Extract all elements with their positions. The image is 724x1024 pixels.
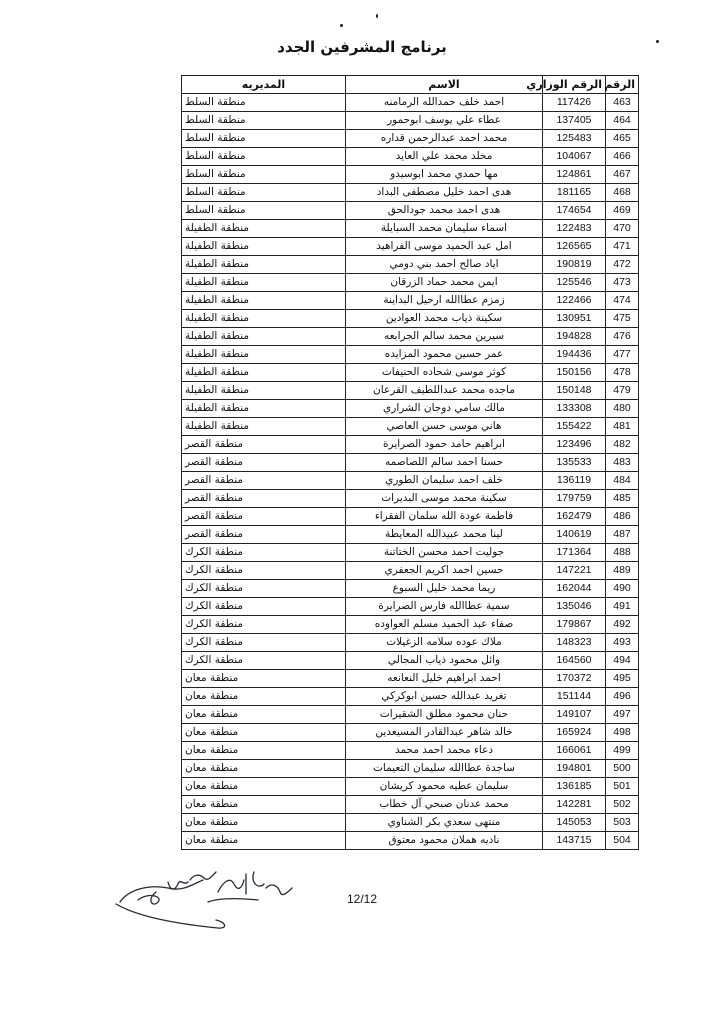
row-name: اياد صالح احمد بني دومي xyxy=(346,256,543,274)
row-name: اسماء سليمان محمد السبايلة xyxy=(346,220,543,238)
table-row xyxy=(182,238,639,256)
row-directorate: منطقة الطفيلة xyxy=(182,382,346,400)
row-number: 470 xyxy=(606,220,639,238)
row-directorate: منطقة معان xyxy=(182,832,346,850)
row-ministry-number: 133308 xyxy=(543,400,606,418)
table-row xyxy=(182,580,639,598)
table-row xyxy=(182,814,639,832)
row-number: 499 xyxy=(606,742,639,760)
speck-mark xyxy=(340,24,343,27)
row-name: سكينة ذياب محمد العوادين xyxy=(346,310,543,328)
row-name: هدى احمد خليل مصطفى البداد xyxy=(346,184,543,202)
row-ministry-number: 150156 xyxy=(543,364,606,382)
row-directorate: منطقة الطفيلة xyxy=(182,346,346,364)
row-number: 463 xyxy=(606,94,639,112)
table-row xyxy=(182,346,639,364)
row-ministry-number: 147221 xyxy=(543,562,606,580)
row-number: 483 xyxy=(606,454,639,472)
row-name: عطاء علي يوسف ابوحمور xyxy=(346,112,543,130)
row-number: 501 xyxy=(606,778,639,796)
row-ministry-number: 148323 xyxy=(543,634,606,652)
row-ministry-number: 174654 xyxy=(543,202,606,220)
row-name: محمد عدنان صبحي آل خطاب xyxy=(346,796,543,814)
row-ministry-number: 179759 xyxy=(543,490,606,508)
row-ministry-number: 135533 xyxy=(543,454,606,472)
row-directorate: منطقة القصر xyxy=(182,472,346,490)
row-name: ناديه هملان محمود معتوق xyxy=(346,832,543,850)
row-name: سليمان عطيه محمود كريشان xyxy=(346,778,543,796)
row-ministry-number: 162479 xyxy=(543,508,606,526)
row-ministry-number: 179867 xyxy=(543,616,606,634)
row-name: جوليت احمد محسن الختاتنة xyxy=(346,544,543,562)
row-number: 485 xyxy=(606,490,639,508)
header-name: الاسم xyxy=(346,76,543,94)
row-number: 493 xyxy=(606,634,639,652)
row-directorate: منطقة السلط xyxy=(182,94,346,112)
row-name: حسنا احمد سالم اللصاصمه xyxy=(346,454,543,472)
row-ministry-number: 194436 xyxy=(543,346,606,364)
row-number: 478 xyxy=(606,364,639,382)
row-ministry-number: 181165 xyxy=(543,184,606,202)
table-row xyxy=(182,256,639,274)
row-ministry-number: 104067 xyxy=(543,148,606,166)
table-row xyxy=(182,148,639,166)
table-row xyxy=(182,490,639,508)
row-ministry-number: 136119 xyxy=(543,472,606,490)
row-ministry-number: 117426 xyxy=(543,94,606,112)
row-name: كوثر موسى شحاده الحنيفات xyxy=(346,364,543,382)
row-directorate: منطقة الطفيلة xyxy=(182,364,346,382)
table-row xyxy=(182,508,639,526)
table-row xyxy=(182,436,639,454)
row-ministry-number: 149107 xyxy=(543,706,606,724)
table-row xyxy=(182,562,639,580)
row-ministry-number: 122483 xyxy=(543,220,606,238)
row-directorate: منطقة الطفيلة xyxy=(182,220,346,238)
row-number: 482 xyxy=(606,436,639,454)
row-name: هاني موسى حسن العاصي xyxy=(346,418,543,436)
table-row xyxy=(182,274,639,292)
row-ministry-number: 164560 xyxy=(543,652,606,670)
row-directorate: منطقة معان xyxy=(182,742,346,760)
row-directorate: منطقة الطفيلة xyxy=(182,418,346,436)
row-directorate: منطقة الكرك xyxy=(182,634,346,652)
row-name: خالد شاهر عبدالقادر المسيعدين xyxy=(346,724,543,742)
row-number: 502 xyxy=(606,796,639,814)
table-row xyxy=(182,760,639,778)
row-number: 490 xyxy=(606,580,639,598)
row-name: ابراهيم حامد حمود الصرايرة xyxy=(346,436,543,454)
row-number: 473 xyxy=(606,274,639,292)
row-ministry-number: 125483 xyxy=(543,130,606,148)
row-directorate: منطقة الطفيلة xyxy=(182,238,346,256)
row-number: 468 xyxy=(606,184,639,202)
row-name: مها حمدي محمد ابوسيدو xyxy=(346,166,543,184)
row-name: منتهى سعدي بكر الشناوي xyxy=(346,814,543,832)
row-number: 477 xyxy=(606,346,639,364)
row-ministry-number: 150148 xyxy=(543,382,606,400)
table-row xyxy=(182,778,639,796)
row-name: سكينة محمد موسى البديرات xyxy=(346,490,543,508)
table-row xyxy=(182,94,639,112)
row-ministry-number: 194801 xyxy=(543,760,606,778)
table-row xyxy=(182,364,639,382)
table-row xyxy=(182,292,639,310)
table-row xyxy=(182,688,639,706)
row-name: صفاء عبد الحميد مسلم العواوده xyxy=(346,616,543,634)
table-row xyxy=(182,832,639,850)
row-name: زمزم عطاالله ارحيل البداينة xyxy=(346,292,543,310)
table-row xyxy=(182,472,639,490)
row-directorate: منطقة معان xyxy=(182,814,346,832)
speck-mark xyxy=(376,14,378,18)
row-number: 503 xyxy=(606,814,639,832)
row-number: 481 xyxy=(606,418,639,436)
row-directorate: منطقة السلط xyxy=(182,112,346,130)
table-row xyxy=(182,400,639,418)
row-name: خلف احمد سليمان الطوري xyxy=(346,472,543,490)
row-number: 472 xyxy=(606,256,639,274)
table-row xyxy=(182,328,639,346)
row-number: 487 xyxy=(606,526,639,544)
row-ministry-number: 162044 xyxy=(543,580,606,598)
row-directorate: منطقة معان xyxy=(182,670,346,688)
table-row xyxy=(182,454,639,472)
header-directorate: المديريه xyxy=(182,76,346,94)
page-number: 12/12 xyxy=(346,892,378,906)
row-name: ساجدة عطاالله سليمان التعيمات xyxy=(346,760,543,778)
table-row xyxy=(182,112,639,130)
row-ministry-number: 155422 xyxy=(543,418,606,436)
row-number: 471 xyxy=(606,238,639,256)
table-row xyxy=(182,220,639,238)
supervisors-table xyxy=(181,75,639,850)
row-ministry-number: 122466 xyxy=(543,292,606,310)
row-directorate: منطقة الطفيلة xyxy=(182,256,346,274)
row-name: احمد ابراهيم خليل النعانعه xyxy=(346,670,543,688)
row-directorate: منطقة الكرك xyxy=(182,598,346,616)
row-name: تغريد عبدالله حسين ابوكركي xyxy=(346,688,543,706)
row-number: 494 xyxy=(606,652,639,670)
table-row xyxy=(182,670,639,688)
table-row xyxy=(182,598,639,616)
row-directorate: منطقة السلط xyxy=(182,148,346,166)
row-number: 475 xyxy=(606,310,639,328)
row-directorate: منطقة القصر xyxy=(182,436,346,454)
table-row xyxy=(182,742,639,760)
row-number: 488 xyxy=(606,544,639,562)
row-name: ايمن محمد حماد الزرقان xyxy=(346,274,543,292)
row-name: حنان محمود مطلق الشقيرات xyxy=(346,706,543,724)
row-number: 479 xyxy=(606,382,639,400)
row-ministry-number: 142281 xyxy=(543,796,606,814)
row-directorate: منطقة السلط xyxy=(182,184,346,202)
row-number: 495 xyxy=(606,670,639,688)
row-directorate: منطقة الطفيلة xyxy=(182,328,346,346)
row-name: سيرين محمد سالم الجرابعه xyxy=(346,328,543,346)
row-ministry-number: 140619 xyxy=(543,526,606,544)
row-directorate: منطقة القصر xyxy=(182,508,346,526)
row-name: محمد احمد عبدالرحمن قداره xyxy=(346,130,543,148)
row-number: 465 xyxy=(606,130,639,148)
row-name: حسين احمد اكريم الجعفري xyxy=(346,562,543,580)
row-directorate: منطقة معان xyxy=(182,778,346,796)
row-number: 504 xyxy=(606,832,639,850)
table-row xyxy=(182,130,639,148)
row-name: مخلد محمد علي العايد xyxy=(346,148,543,166)
row-ministry-number: 126565 xyxy=(543,238,606,256)
row-directorate: منطقة القصر xyxy=(182,454,346,472)
table-row xyxy=(182,382,639,400)
row-ministry-number: 190819 xyxy=(543,256,606,274)
row-number: 500 xyxy=(606,760,639,778)
table-row xyxy=(182,310,639,328)
row-ministry-number: 170372 xyxy=(543,670,606,688)
row-directorate: منطقة الكرك xyxy=(182,580,346,598)
row-name: هدى احمد محمد جودالحق xyxy=(346,202,543,220)
table-row xyxy=(182,706,639,724)
row-ministry-number: 135046 xyxy=(543,598,606,616)
row-ministry-number: 165924 xyxy=(543,724,606,742)
table-row xyxy=(182,544,639,562)
table-row xyxy=(182,616,639,634)
row-name: فاطمة عودة الله سلمان الفقراء xyxy=(346,508,543,526)
row-ministry-number: 145053 xyxy=(543,814,606,832)
table-row xyxy=(182,184,639,202)
row-directorate: منطقة الكرك xyxy=(182,562,346,580)
row-ministry-number: 125546 xyxy=(543,274,606,292)
row-directorate: منطقة الطفيلة xyxy=(182,400,346,418)
row-ministry-number: 123496 xyxy=(543,436,606,454)
row-ministry-number: 151144 xyxy=(543,688,606,706)
row-directorate: منطقة السلط xyxy=(182,130,346,148)
row-number: 467 xyxy=(606,166,639,184)
row-directorate: منطقة معان xyxy=(182,724,346,742)
table-row xyxy=(182,724,639,742)
row-name: ريما محمد خليل السبوع xyxy=(346,580,543,598)
row-number: 489 xyxy=(606,562,639,580)
row-number: 497 xyxy=(606,706,639,724)
row-number: 466 xyxy=(606,148,639,166)
row-name: وائل محمود ذياب المجالي xyxy=(346,652,543,670)
row-ministry-number: 124861 xyxy=(543,166,606,184)
header-number: الرقم xyxy=(606,76,639,94)
row-ministry-number: 143715 xyxy=(543,832,606,850)
table-row xyxy=(182,634,639,652)
row-directorate: منطقة السلط xyxy=(182,202,346,220)
row-name: مالك سامي دوجان الشراري xyxy=(346,400,543,418)
row-directorate: منطقة القصر xyxy=(182,490,346,508)
row-directorate: منطقة الطفيلة xyxy=(182,292,346,310)
row-directorate: منطقة معان xyxy=(182,706,346,724)
table-row xyxy=(182,652,639,670)
row-number: 491 xyxy=(606,598,639,616)
table-row xyxy=(182,166,639,184)
row-number: 486 xyxy=(606,508,639,526)
row-ministry-number: 136185 xyxy=(543,778,606,796)
header-ministry-number: الرقم الوزاري xyxy=(543,76,606,94)
row-number: 498 xyxy=(606,724,639,742)
row-name: احمد خلف حمدالله الرمامنه xyxy=(346,94,543,112)
row-ministry-number: 130951 xyxy=(543,310,606,328)
row-directorate: منطقة الكرك xyxy=(182,652,346,670)
row-name: لينا محمد عبيدالله المعايطة xyxy=(346,526,543,544)
row-number: 474 xyxy=(606,292,639,310)
row-ministry-number: 171364 xyxy=(543,544,606,562)
row-directorate: منطقة معان xyxy=(182,688,346,706)
row-number: 469 xyxy=(606,202,639,220)
row-directorate: منطقة الكرك xyxy=(182,544,346,562)
row-number: 484 xyxy=(606,472,639,490)
row-number: 480 xyxy=(606,400,639,418)
row-name: دعاء محمد احمد محمد xyxy=(346,742,543,760)
row-directorate: منطقة معان xyxy=(182,796,346,814)
row-directorate: منطقة الطفيلة xyxy=(182,274,346,292)
table-header-row xyxy=(182,76,639,94)
page-title: برنامج المشرفين الجدد xyxy=(277,38,447,56)
table-row xyxy=(182,202,639,220)
row-number: 496 xyxy=(606,688,639,706)
row-name: سمية عطاالله فارس الصرايرة xyxy=(346,598,543,616)
row-ministry-number: 137405 xyxy=(543,112,606,130)
row-number: 464 xyxy=(606,112,639,130)
table-row xyxy=(182,526,639,544)
row-directorate: منطقة الطفيلة xyxy=(182,310,346,328)
row-directorate: منطقة الكرك xyxy=(182,616,346,634)
row-directorate: منطقة القصر xyxy=(182,526,346,544)
row-ministry-number: 194828 xyxy=(543,328,606,346)
row-ministry-number: 166061 xyxy=(543,742,606,760)
row-name: عمر حسين محمود المزايده xyxy=(346,346,543,364)
row-number: 476 xyxy=(606,328,639,346)
row-name: امل عبد الحميد موسى الفراهيد xyxy=(346,238,543,256)
table-row xyxy=(182,418,639,436)
table-row xyxy=(182,796,639,814)
row-name: ماجده محمد عبداللطيف القرعان xyxy=(346,382,543,400)
row-directorate: منطقة السلط xyxy=(182,166,346,184)
row-directorate: منطقة معان xyxy=(182,760,346,778)
row-number: 492 xyxy=(606,616,639,634)
row-name: ملاك عوده سلامه الزغيلات xyxy=(346,634,543,652)
